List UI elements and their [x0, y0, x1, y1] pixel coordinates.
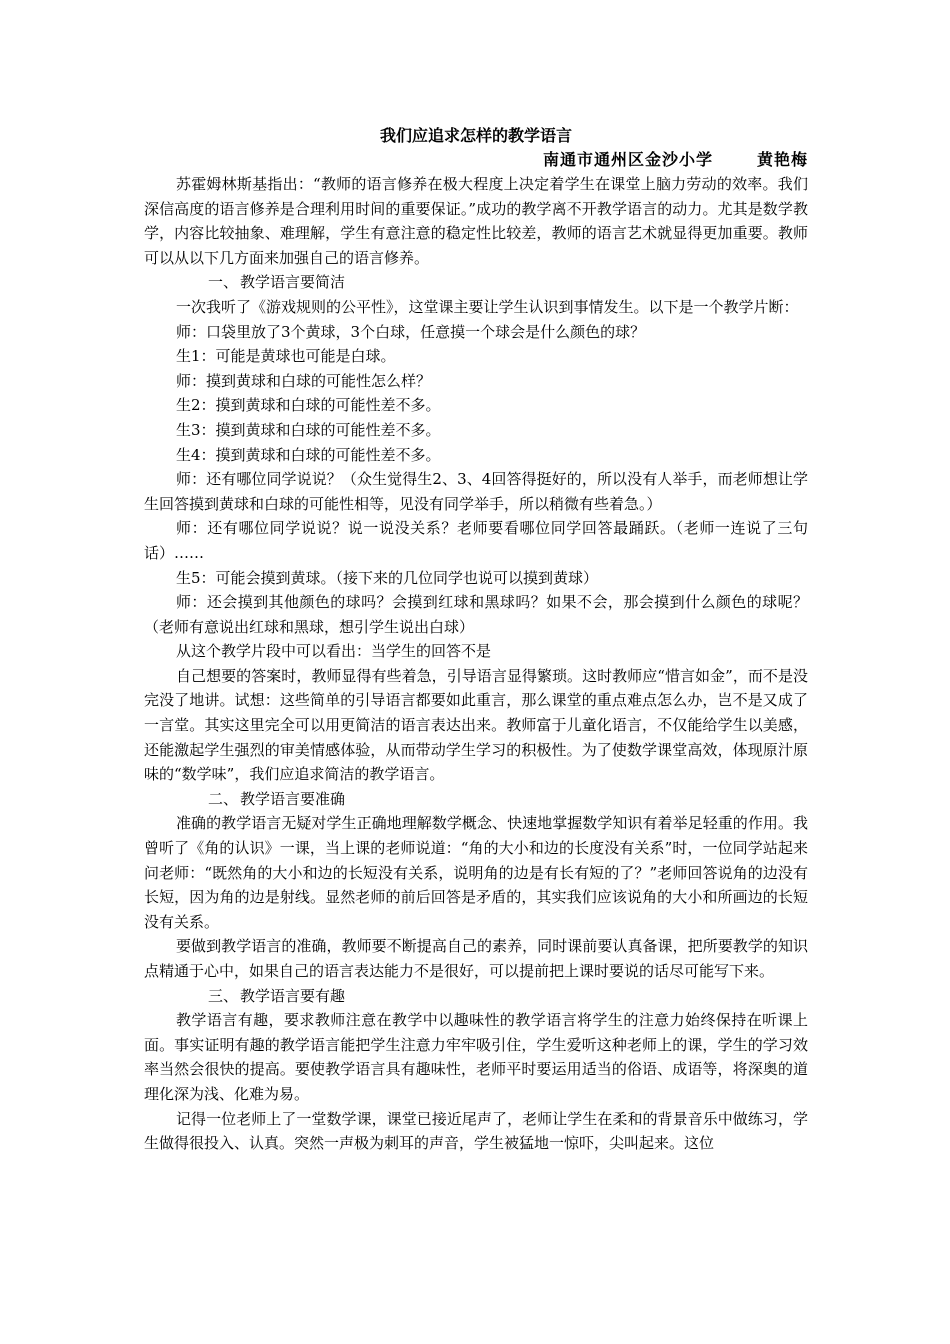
section-title: 教学语言要准确 — [240, 789, 346, 808]
paragraph: 教学语言有趣，要求教师注意在教学中以趣味性的教学语言将学生的注意力始终保持在听课上面。事实证明有趣的教学语言能把学生注意力牢牢吸引住，学生爱听这种老师上的课，学生的学习效率当然会很快的提高。要使教学语言具有趣味性，老师平时要运用适当的俗语、成语等，将深奥的道理化深为浅、化难为易。 — [144, 1011, 808, 1103]
section-heading-2 — [144, 787, 808, 812]
section-title: 教学语言要有趣 — [240, 986, 346, 1005]
intro-paragraph: 苏霍姆林斯基指出：“教师的语言修养在极大程度上决定着学生在课堂上脑力劳动的效率。我们深信高度的语言修养是合理利用时间的重要保证。”成功的教学离不开教学语言的动力。尤其是数学教学，内容比较抽象、难理解，学生有意注意的稳定性比较差，教师的语言艺术就显得更加重要。教师可以从以下几方面来加强自己的语言修养。 — [144, 175, 808, 267]
paragraph: 一次我听了《游戏规则的公平性》，这堂课主要让学生认识到事情发生。以下是一个教学片断： — [176, 297, 799, 316]
paragraph: 准确的教学语言无疑对学生正确地理解数学概念、快速地掌握数学知识有着举足轻重的作用。我曾听了《角的认识》一课，当上课的老师说道：“角的大小和边的长度没有关系”时，一位同学站起来问老师：“既然角的大小和边的长短没有关系，说明角的边是有长有短的了？”老师回答说角的边没有长短，因为角的边是射线。显然老师的前后回答是矛盾的，其实我们应该说角的大小和所画边的长短没有关系。 — [144, 814, 808, 931]
paragraph: 自己想要的答案时，教师显得有些着急，引导语言显得繁琐。这时教师应“惜言如金”，而不是没完没了地讲。试想：这些简单的引导语言都要如此重言，那么课堂的重点难点怎么办，岂不是又成了一言堂。其实这里完全可以用更简洁的语言表达出来。教师富于儿童化语言，不仅能给学生以美感，还能激起学生强烈的审美情感体验，从而带动学生学习的积极性。为了使数学课堂高效，体现原汁原味的“数学味”，我们应追求简洁的教学语言。 — [144, 666, 808, 784]
dialogue-line: 师：还有哪位同学说说？说一说没关系？老师要看哪位同学回答最踊跃。（老师一连说了三句话）…… — [144, 519, 808, 562]
dialogue-line: 师：摸到黄球和白球的可能性怎么样？ — [176, 371, 432, 390]
document-title: 我们应追求怎样的教学语言 — [379, 126, 572, 145]
section-heading-3 — [144, 984, 808, 1009]
author-byline — [144, 148, 808, 172]
section-number: 二、 — [208, 789, 239, 808]
dialogue-line: 师：口袋里放了3个黄球，3个白球，任意摸一个球会是什么颜色的球？ — [176, 322, 646, 341]
dialogue-line: 生2：摸到黄球和白球的可能性差不多。 — [176, 396, 441, 415]
author-school: 南通市通州区金沙小学 — [542, 150, 713, 169]
section-heading-1 — [144, 270, 808, 295]
dialogue-line: 生3：摸到黄球和白球的可能性差不多。 — [176, 420, 441, 439]
paragraph: 记得一位老师上了一堂数学课，课堂已接近尾声了，老师让学生在柔和的背景音乐中做练习，学生做得很投入、认真。突然一声极为刺耳的声音，学生被猛地一惊吓，尖叫起来。这位 — [144, 1109, 808, 1153]
author-name: 黄艳梅 — [756, 150, 808, 169]
dialogue-line: 师：还会摸到其他颜色的球吗？会摸到红球和黑球吗？如果不会，那会摸到什么颜色的球呢？（老师有意说出红球和黑球，想引学生说出白球） — [144, 593, 808, 636]
dialogue-line: 生1：可能是黄球也可能是白球。 — [176, 347, 396, 366]
dialogue-line: 生5：可能会摸到黄球。（接下来的几位同学也说可以摸到黄球） — [176, 568, 599, 587]
document-page — [144, 124, 808, 1156]
paragraph: 要做到教学语言的准确，教师要不断提高自己的素养，同时课前要认真备课，把所要教学的知识点精通于心中，如果自己的语言表达能力不是很好，可以提前把上课时要说的话尽可能写下来。 — [144, 937, 808, 980]
section-title: 教学语言要简洁 — [240, 273, 346, 292]
paragraph: 从这个教学片段中可以看出：当学生的回答不是 — [176, 642, 492, 661]
dialogue-line: 生4：摸到黄球和白球的可能性差不多。 — [176, 445, 441, 464]
section-number: 三、 — [208, 986, 239, 1005]
section-number: 一、 — [208, 273, 239, 292]
dialogue-line: 师：还有哪位同学说说？（众生觉得生2、3、4回答得挺好的，所以没有人举手，而老师想让学生回答摸到黄球和白球的可能性相等，见没有同学举手，所以稍微有些着急。） — [144, 470, 808, 513]
